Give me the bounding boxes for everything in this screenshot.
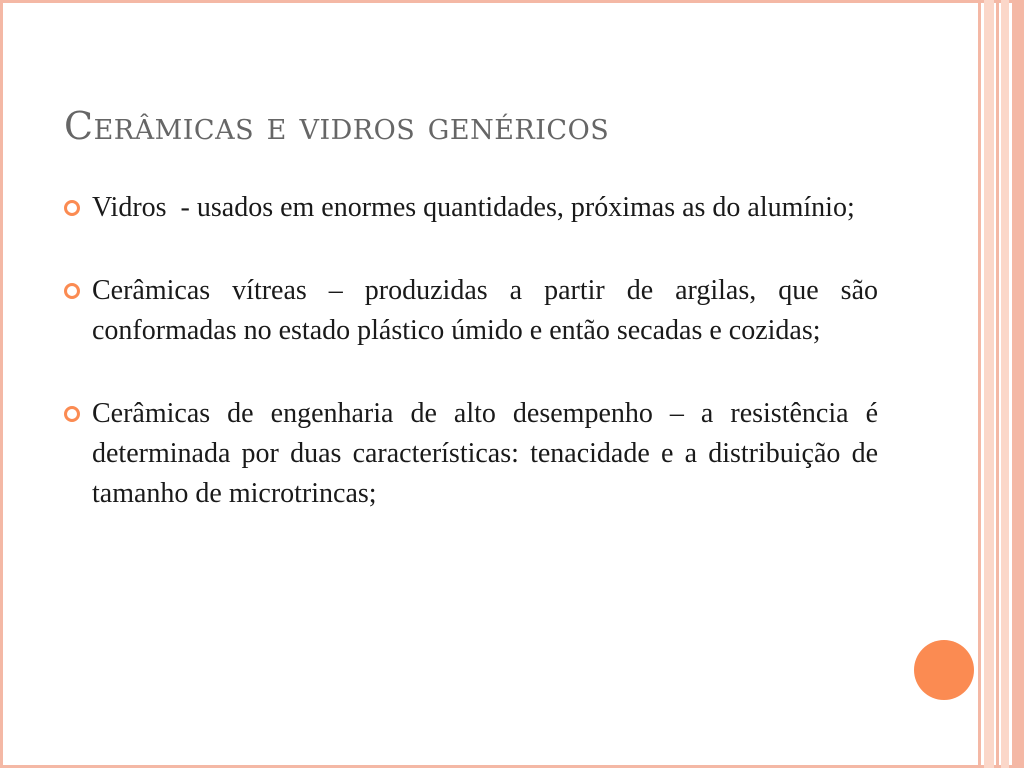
list-item [64, 188, 878, 228]
ring-bullet-icon [64, 283, 80, 299]
orange-circle-icon [914, 640, 974, 700]
border-top [0, 0, 1024, 3]
right-stripe [1012, 0, 1024, 768]
list-item [64, 271, 878, 351]
right-stripe [984, 0, 994, 768]
list-item [64, 394, 878, 514]
right-stripe [978, 0, 981, 768]
ring-bullet-icon [64, 406, 80, 422]
bullet-text: Cerâmicas de engenharia de alto desempenho – a resistência é determinada por duas características: tenacidade e a distribuição de tamanho de microtrincas; [92, 398, 878, 509]
slide-title: Cerâmicas e vidros genéricos [64, 104, 610, 148]
border-left [0, 0, 3, 768]
bullet-text: Vidros - usados em enormes quantidades, próximas as do alumínio; [92, 192, 855, 223]
right-stripe [996, 0, 999, 768]
bullet-text: Cerâmicas vítreas – produzidas a partir de argilas, que são conformadas no estado plástico úmido e então secadas e cozidas; [92, 275, 878, 346]
bullet-list [64, 188, 878, 557]
right-stripe [1001, 0, 1009, 768]
ring-bullet-icon [64, 200, 80, 216]
